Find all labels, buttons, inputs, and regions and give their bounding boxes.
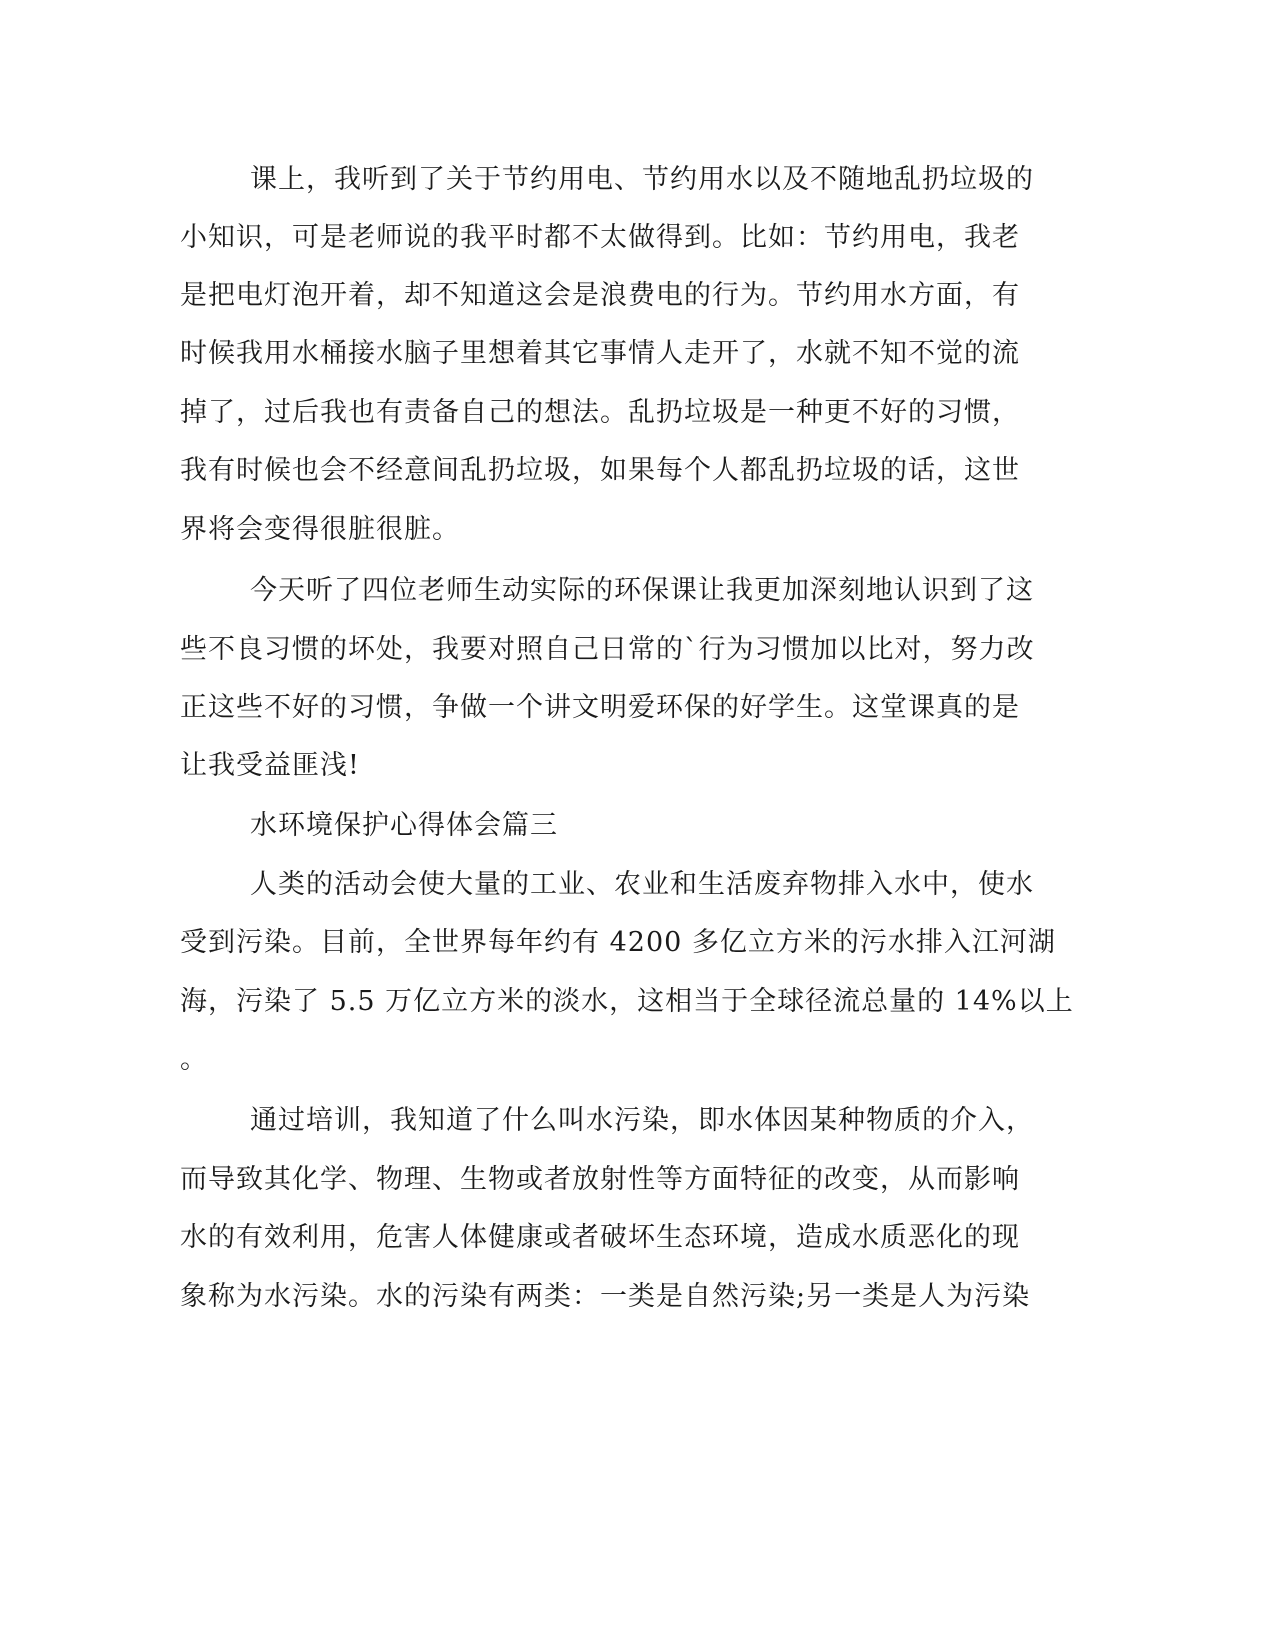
text-line: 小知识，可是老师说的我平时都不太做得到。比如：节约用电，我老 bbox=[180, 222, 1020, 253]
text-line: 通过培训，我知道了什么叫水污染，即水体因某种物质的介入， bbox=[250, 1105, 1034, 1136]
text-line: 今天听了四位老师生动实际的环保课让我更加深刻地认识到了这 bbox=[250, 575, 1034, 606]
text-line: 我有时候也会不经意间乱扔垃圾，如果每个人都乱扔垃圾的话，这世 bbox=[180, 455, 1020, 486]
text-line: 海，污染了 5.5 万亿立方米的淡水，这相当于全球径流总量的 14%以上 bbox=[180, 986, 1074, 1017]
section-title: 水环境保护心得体会篇三 bbox=[250, 810, 558, 841]
text-line: 课上，我听到了关于节约用电、节约用水以及不随地乱扔垃圾的 bbox=[250, 164, 1034, 195]
text-line: 而导致其化学、物理、生物或者放射性等方面特征的改变，从而影响 bbox=[180, 1164, 1020, 1195]
text-line: 界将会变得很脏很脏。 bbox=[180, 514, 460, 545]
text-line: 人类的活动会使大量的工业、农业和生活废弃物排入水中，使水 bbox=[250, 869, 1034, 900]
text-line: 。 bbox=[180, 1044, 208, 1075]
text-line: 时候我用水桶接水脑子里想着其它事情人走开了，水就不知不觉的流 bbox=[180, 338, 1020, 369]
text-line: 正这些不好的习惯，争做一个讲文明爱环保的好学生。这堂课真的是 bbox=[180, 692, 1020, 723]
text-line: 水的有效利用，危害人体健康或者破坏生态环境，造成水质恶化的现 bbox=[180, 1222, 1020, 1253]
text-line: 些不良习惯的坏处，我要对照自己日常的`行为习惯加以比对，努力改 bbox=[180, 634, 1035, 665]
text-line: 掉了，过后我也有责备自己的想法。乱扔垃圾是一种更不好的习惯， bbox=[180, 397, 1020, 428]
text-line: 让我受益匪浅! bbox=[180, 750, 360, 781]
text-line: 受到污染。目前，全世界每年约有 4200 多亿立方米的污水排入江河湖 bbox=[180, 927, 1056, 958]
text-line: 是把电灯泡开着，却不知道这会是浪费电的行为。节约用水方面，有 bbox=[180, 280, 1020, 311]
text-line: 象称为水污染。水的污染有两类：一类是自然污染;另一类是人为污染 bbox=[180, 1281, 1031, 1312]
